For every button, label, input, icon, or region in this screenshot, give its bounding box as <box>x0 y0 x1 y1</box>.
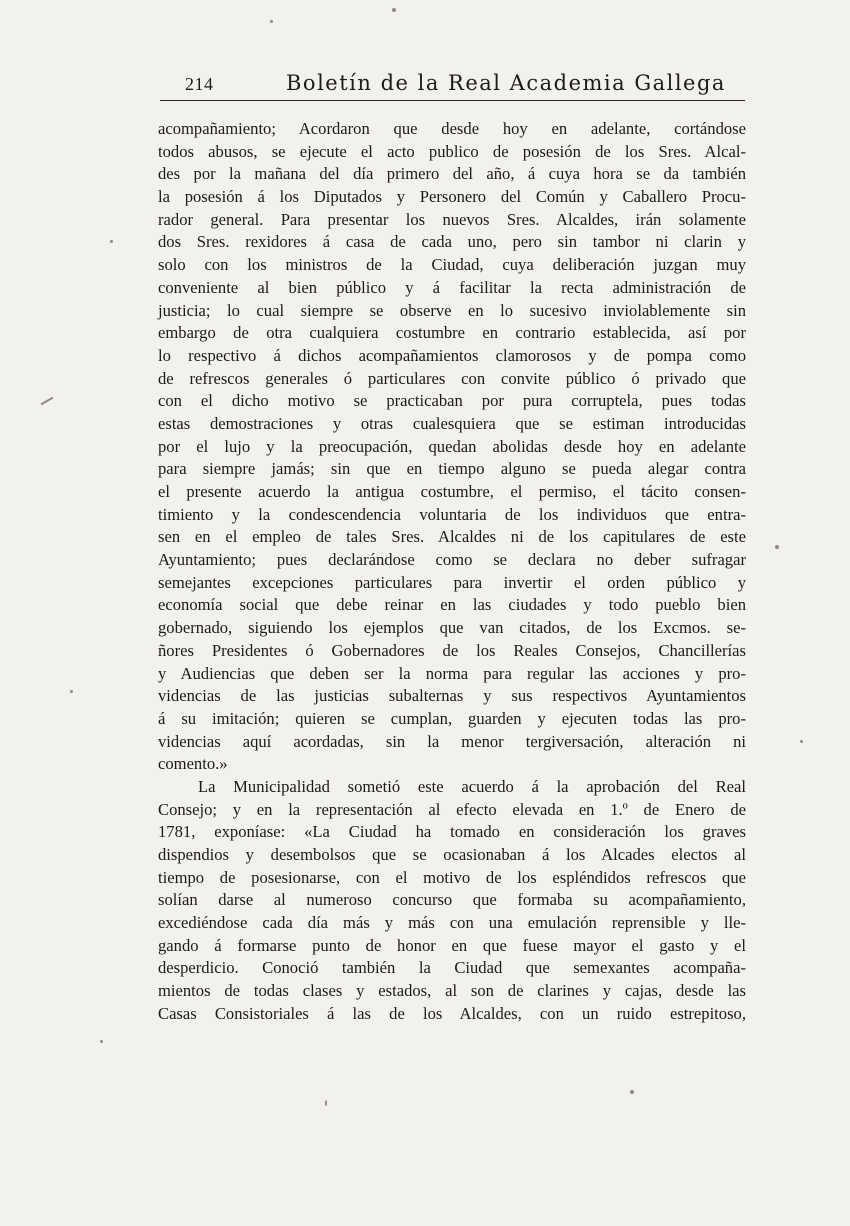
text-line: Ayuntamiento; pues declarándose como se declara no deber sufragar <box>158 550 746 570</box>
paragraph-start-line: La Municipalidad sometió este acuerdo á la aprobación del Real <box>198 776 746 796</box>
text-line: todos abusos, se ejecute el acto publico de posesión de los Sres. Alcal- <box>158 141 746 161</box>
text-line: lo respectivo á dichos acompañamientos clamorosos y de pompa como <box>158 345 746 365</box>
scan-speck <box>325 1100 327 1106</box>
scan-speck <box>775 545 779 549</box>
page-number: 214 <box>185 74 214 94</box>
text-line: gando á formarse punto de honor en que fuese mayor el gasto y el <box>158 935 746 955</box>
text-line: des por la mañana del día primero del año, á cuya hora se da también <box>158 164 746 184</box>
text-line: el presente acuerdo la antigua costumbre, el permiso, el tácito consen- <box>158 482 746 501</box>
text-line: gobernado, siguiendo los ejemplos que van citados, de los Excmos. se- <box>158 618 746 638</box>
text-line: dispendios y desembolsos que se ocasionaban á los Alcades electos al <box>158 845 746 864</box>
text-line: comento.» <box>158 754 228 774</box>
scan-speck <box>392 8 396 12</box>
text-line: conveniente al bien público y á facilitar la recta administración de <box>158 277 746 297</box>
text-line: con el dicho motivo se practicaban por pura corruptela, pues todas <box>158 391 746 411</box>
running-title: Boletín de la Real Academia Gallega <box>286 71 726 95</box>
text-line: dos Sres. rexidores á casa de cada uno, pero sin tambor ni clarin y <box>158 232 746 252</box>
scan-speck <box>630 1090 634 1094</box>
text-line: la posesión á los Diputados y Personero del Común y Caballero Procu- <box>158 187 746 207</box>
text-line: á su imitación; quieren se cumplan, guarden y ejecuten todas las pro- <box>158 708 746 728</box>
text-line: y Audiencias que deben ser la norma para regular las acciones y pro- <box>158 663 746 683</box>
text-line: ñores Presidentes ó Gobernadores de los Reales Consejos, Chancillerías <box>158 640 746 660</box>
text-line: timiento y la condescendencia voluntaria de los individuos que entra- <box>158 504 746 524</box>
scan-speck <box>800 740 803 743</box>
scan-speck <box>270 20 273 23</box>
text-line: por el lujo y la preocupación, quedan abolidas desde hoy en adelante <box>158 436 746 456</box>
text-line: solo con los ministros de la Ciudad, cuya deliberación juzgan muy <box>158 255 746 275</box>
text-line: justicia; lo cual siempre se observe en lo sucesivo inviolablemente sin <box>158 300 746 320</box>
text-line: excediéndose cada día más y más con una emulación reprensible y lle- <box>158 913 746 933</box>
scan-speck <box>100 1040 103 1043</box>
scan-speck <box>40 397 53 406</box>
text-line: tiempo de posesionarse, con el motivo de los espléndidos refrescos que <box>158 867 746 887</box>
text-line: economía social que debe reinar en las ciudades y todo pueblo bien <box>158 595 746 615</box>
text-line: solían darse al numeroso concurso que formaba su acompañamiento, <box>158 890 746 910</box>
text-line: 1781, exponíase: «La Ciudad ha tomado en consideración los graves <box>158 822 746 842</box>
text-line: desperdicio. Conoció también la Ciudad que semexantes acompaña- <box>158 958 746 978</box>
text-line: sen en el empleo de tales Sres. Alcaldes ni de los capitulares de este <box>158 527 746 547</box>
scan-speck <box>70 690 73 693</box>
text-line: mientos de todas clases y estados, al son de clarines y cajas, desde las <box>158 981 746 1001</box>
scan-speck <box>110 240 113 243</box>
body-text <box>158 118 746 1026</box>
text-line: para siempre jamás; sin que en tiempo alguno se pueda alegar contra <box>158 459 746 479</box>
text-line: rador general. Para presentar los nuevos Sres. Alcaldes, irán solamente <box>158 209 746 229</box>
text-line: embargo de otra cualquiera costumbre en contrario establecida, así por <box>158 323 746 343</box>
text-line: acompañamiento; Acordaron que desde hoy en adelante, cortándose <box>158 119 746 138</box>
text-line: videncias de las justicias subalternas y sus respectivos Ayuntamientos <box>158 686 746 706</box>
text-line: de refrescos generales ó particulares con convite público ó privado que <box>158 368 746 388</box>
text-line: videncias aquí acordadas, sin la menor tergiversación, alteración ni <box>158 731 746 751</box>
text-line: semejantes excepciones particulares para invertir el orden público y <box>158 572 746 592</box>
text-line: Casas Consistoriales á las de los Alcaldes, con un ruido estrepitoso, <box>158 1003 746 1023</box>
text-line: Consejo; y en la representación al efecto elevada en 1.º de Enero de <box>158 799 746 819</box>
text-line: estas demostraciones y otras cualesquiera que se estiman introducidas <box>158 413 746 433</box>
page-header <box>160 70 745 101</box>
